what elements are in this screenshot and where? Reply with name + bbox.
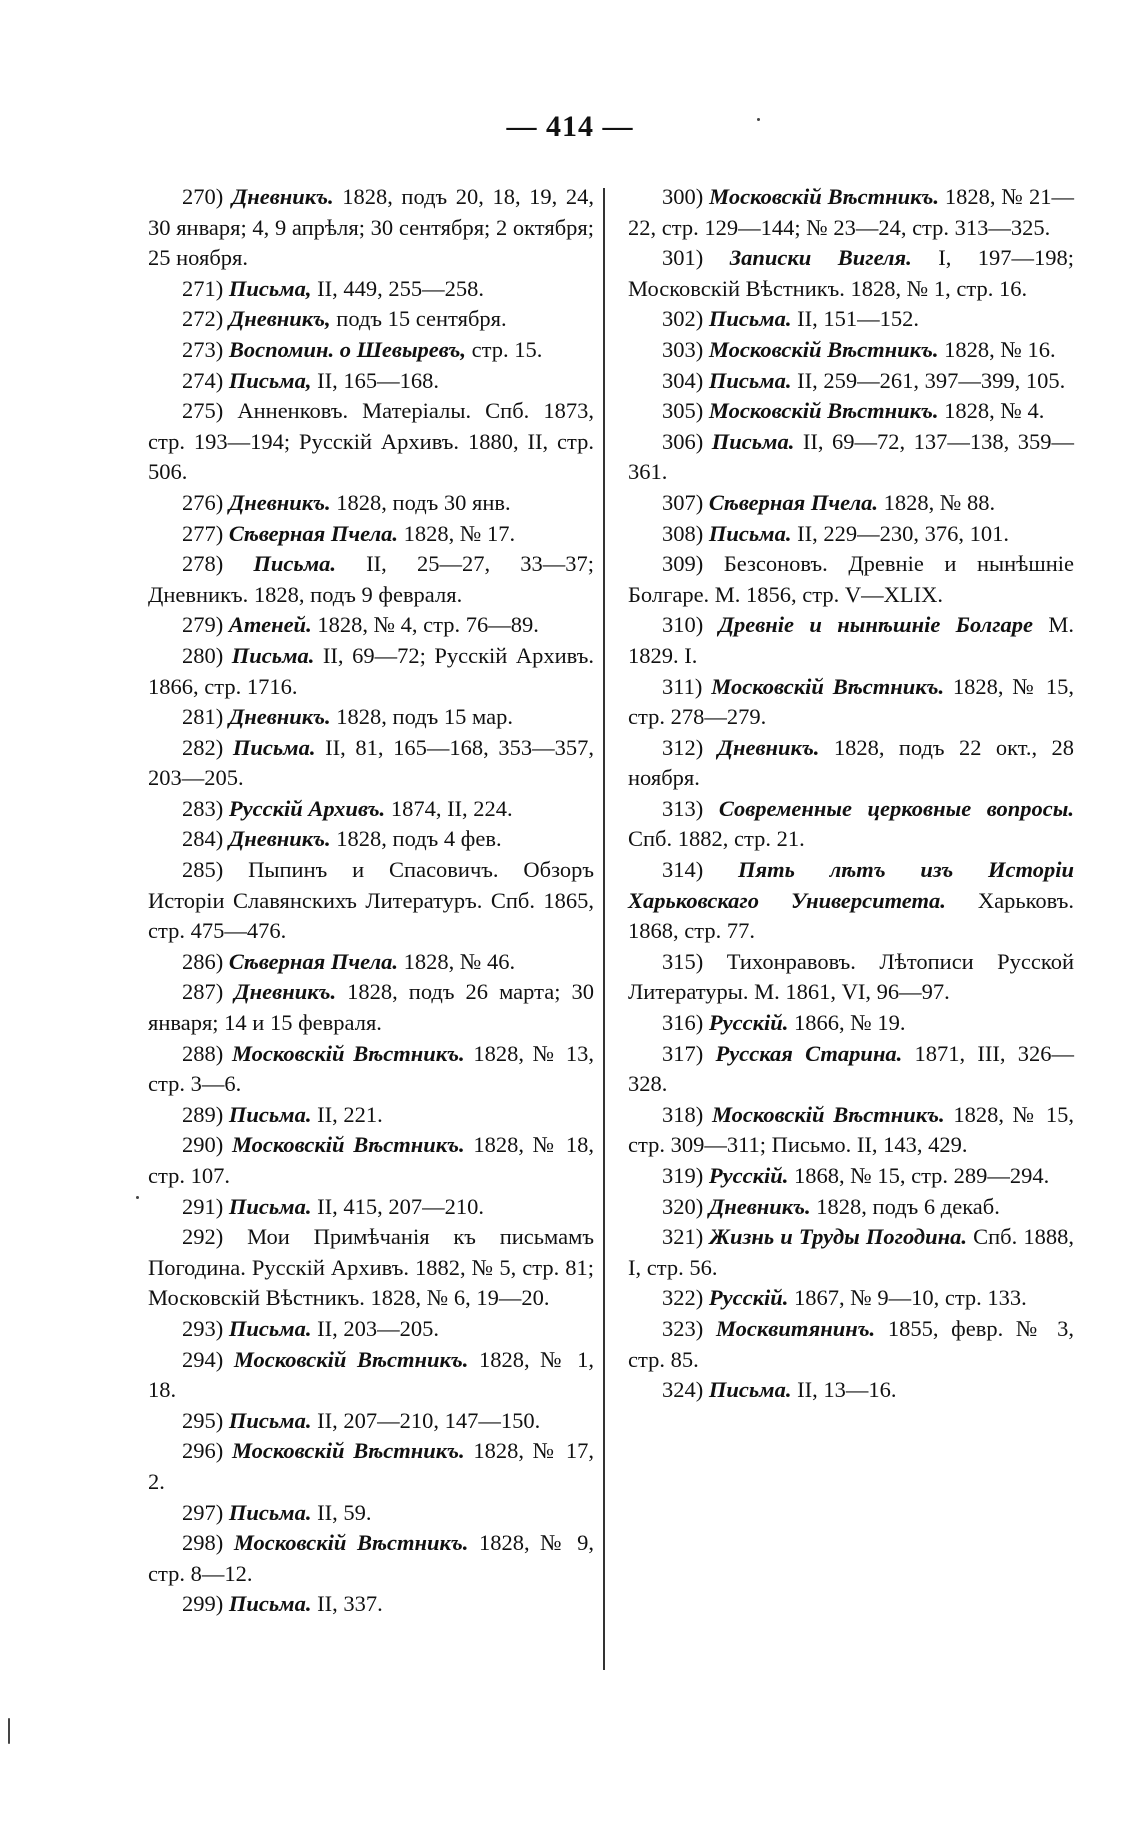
footnote-reference: II, 207—210, 147—150. bbox=[311, 1407, 541, 1433]
footnote-entry bbox=[148, 1100, 594, 1131]
notes-column-right bbox=[628, 182, 1074, 1406]
footnote-number: 308) bbox=[662, 520, 704, 546]
footnote-reference: 1867, № 9—10, стр. 133. bbox=[788, 1285, 1027, 1311]
footnote-reference: 1828, подъ 6 декаб. bbox=[810, 1193, 1000, 1219]
footnote-entry bbox=[148, 396, 594, 488]
footnote-source-title: Письма. bbox=[711, 428, 795, 454]
footnote-source-title: Дневникъ. bbox=[717, 734, 820, 760]
footnote-reference: Спб. 1888, I, стр. 56. bbox=[628, 1224, 1075, 1280]
footnote-source-title: Письма, bbox=[228, 367, 312, 393]
footnote-entry bbox=[628, 182, 1074, 243]
footnote-number: 322) bbox=[662, 1285, 704, 1311]
footnote-number: 295) bbox=[182, 1407, 224, 1433]
footnote-entry bbox=[148, 274, 594, 305]
footnote-reference: 1828, № 15, стр. 309—311; Письмо. II, 143, 429. bbox=[628, 1101, 1074, 1158]
footnote-reference: II, 165—168. bbox=[311, 367, 439, 393]
footnote-entry bbox=[628, 1314, 1074, 1375]
footnote-reference: 1871, III, 326—328. bbox=[628, 1040, 1074, 1097]
footnote-number: 299) bbox=[182, 1591, 224, 1617]
footnote-reference: Харьковъ. 1868, стр. 77. bbox=[628, 887, 1074, 944]
footnote-entry bbox=[628, 672, 1074, 733]
footnote-entry bbox=[148, 1192, 594, 1223]
footnote-entry bbox=[148, 977, 594, 1038]
footnote-source-title: Московскій Вѣстникъ. bbox=[231, 1132, 465, 1158]
footnote-source-title: Московскій Вѣстникъ. bbox=[711, 673, 945, 699]
footnote-source-title: Русскій. bbox=[708, 1010, 789, 1036]
footnote-number: 312) bbox=[662, 734, 704, 760]
footnote-reference: II, 13—16. bbox=[791, 1377, 897, 1403]
footnote-number: 313) bbox=[662, 795, 704, 821]
footnote-reference: 1828, подъ 22 окт., 28 ноября. bbox=[628, 734, 1074, 791]
footnote-number: 283) bbox=[182, 795, 224, 821]
footnote-entry bbox=[628, 1375, 1074, 1406]
footnote-reference: II, 69—72, 137—138, 359—361. bbox=[628, 428, 1074, 485]
footnote-source-title: Московскій Вѣстникъ. bbox=[233, 1346, 469, 1372]
footnote-source-title: Письма. bbox=[708, 306, 792, 332]
footnote-number: 271) bbox=[182, 275, 224, 301]
footnote-reference: подъ 15 сентября. bbox=[330, 306, 507, 332]
footnote-reference: 1868, № 15, стр. 289—294. bbox=[788, 1163, 1050, 1188]
footnote-number: 290) bbox=[182, 1132, 224, 1158]
footnote-reference: М. 1829. I. bbox=[628, 612, 1074, 668]
footnote-entry bbox=[148, 366, 594, 397]
footnote-reference: Безсоновъ. Древніе и нынѣшніе Болгаре. М. 1856, стр. V—XLIX. bbox=[628, 551, 1075, 607]
footnote-entry bbox=[628, 335, 1074, 366]
footnote-entry bbox=[148, 641, 594, 702]
footnote-reference: II, 221. bbox=[311, 1101, 383, 1127]
footnote-number: 305) bbox=[662, 398, 704, 424]
footnote-number: 278) bbox=[182, 551, 224, 577]
footnote-entry bbox=[148, 488, 594, 519]
footnote-number: 302) bbox=[662, 306, 704, 332]
footnote-number: 315) bbox=[662, 948, 704, 974]
scan-speck bbox=[8, 1718, 10, 1744]
footnote-source-title: Русскій. bbox=[708, 1285, 789, 1311]
footnote-number: 317) bbox=[662, 1040, 704, 1066]
footnote-entry bbox=[628, 855, 1074, 947]
footnote-number: 289) bbox=[182, 1101, 224, 1127]
footnote-reference: 1874, II, 224. bbox=[385, 795, 513, 821]
footnote-source-title: Воспомин. о Шевыревъ, bbox=[228, 336, 467, 362]
footnote-reference: Спб. 1882, стр. 21. bbox=[628, 826, 805, 852]
footnote-entry bbox=[148, 947, 594, 978]
footnote-reference: 1828, № 4. bbox=[938, 398, 1045, 424]
footnote-entry bbox=[148, 1436, 594, 1497]
footnote-entry bbox=[148, 1498, 594, 1529]
footnote-number: 303) bbox=[662, 336, 704, 362]
footnote-reference: стр. 15. bbox=[466, 336, 543, 362]
footnote-reference: 1828, № 18, стр. 107. bbox=[148, 1132, 594, 1188]
footnote-source-title: Московскій Вѣстникъ. bbox=[233, 1530, 469, 1556]
footnote-entry bbox=[628, 947, 1074, 1008]
footnote-entry bbox=[628, 488, 1074, 519]
footnote-source-title: Письма. bbox=[232, 734, 316, 760]
footnote-source-title: Дневникъ. bbox=[708, 1193, 811, 1219]
footnote-number: 320) bbox=[662, 1193, 704, 1219]
footnote-entry bbox=[628, 1161, 1074, 1192]
footnote-number: 272) bbox=[182, 306, 224, 332]
footnote-source-title: Пять лѣтъ изъ Исторіи Харьковскаго Университета. bbox=[628, 857, 1075, 913]
footnote-source-title: Москвитянинъ. bbox=[715, 1315, 876, 1341]
footnote-reference: 1828, подъ 26 марта; 30 января; 14 и 15 февраля. bbox=[148, 979, 594, 1036]
footnote-entry bbox=[148, 1039, 594, 1100]
footnote-reference: Тихонравовъ. Лѣтописи Русской Литературы. М. 1861, VI, 96—97. bbox=[628, 948, 1074, 1005]
notes-column-left bbox=[148, 182, 594, 1620]
footnote-reference: I, 197—198; Московскій Вѣстникъ. 1828, № 1, стр. 16. bbox=[628, 245, 1074, 301]
footnote-reference: II, 59. bbox=[311, 1499, 372, 1525]
footnote-number: 309) bbox=[662, 551, 704, 577]
footnote-entry bbox=[628, 519, 1074, 550]
footnote-reference: II, 151—152. bbox=[791, 306, 919, 332]
footnote-reference: 1828, № 88. bbox=[878, 489, 996, 515]
footnote-source-title: Русскій. bbox=[708, 1163, 789, 1188]
footnote-entry bbox=[628, 1100, 1074, 1161]
footnote-reference: Мои Примѣчанія къ письмамъ Погодина. Русскій Архивъ. 1882, № 5, стр. 81; Московскій Вѣстникъ. 1828, № 6, 19—20. bbox=[148, 1224, 595, 1311]
footnote-source-title: Письма. bbox=[231, 642, 315, 668]
footnote-reference: 1866, № 19. bbox=[788, 1010, 906, 1036]
footnote-entry bbox=[628, 610, 1074, 671]
footnote-source-title: Московскій Вѣстникъ. bbox=[231, 1438, 465, 1464]
footnote-source-title: Письма. bbox=[708, 367, 792, 393]
footnote-source-title: Московскій Вѣстникъ. bbox=[711, 1101, 945, 1127]
footnote-entry bbox=[148, 182, 594, 274]
footnote-number: 310) bbox=[662, 612, 704, 638]
footnote-source-title: Письма, bbox=[228, 275, 312, 301]
footnote-source-title: Письма. bbox=[708, 520, 792, 546]
footnote-reference: 1828, № 15, стр. 278—279. bbox=[628, 673, 1075, 730]
footnote-number: 287) bbox=[182, 979, 224, 1005]
footnote-number: 270) bbox=[182, 184, 224, 209]
scan-speck bbox=[757, 118, 760, 121]
footnote-reference: 1828, № 21—22, стр. 129—144; № 23—24, стр. 313—325. bbox=[628, 184, 1074, 240]
footnote-number: 319) bbox=[662, 1163, 704, 1188]
footnote-source-title: Сѣверная Пчела. bbox=[708, 489, 879, 515]
footnote-entry bbox=[628, 1039, 1074, 1100]
footnote-entry bbox=[628, 243, 1074, 304]
footnote-number: 286) bbox=[182, 948, 224, 974]
footnote-number: 285) bbox=[182, 857, 224, 883]
footnote-entry bbox=[148, 304, 594, 335]
footnote-entry bbox=[628, 549, 1074, 610]
footnote-reference: 1828, подъ 30 янв. bbox=[330, 489, 511, 515]
footnote-source-title: Жизнь и Труды Погодина. bbox=[709, 1224, 967, 1250]
page-number: — 414 — bbox=[506, 110, 634, 143]
footnote-source-title: Московскій Вѣстникъ. bbox=[231, 1040, 465, 1066]
footnote-source-title: Атеней. bbox=[228, 612, 312, 638]
footnote-entry bbox=[148, 794, 594, 825]
footnote-entry bbox=[148, 824, 594, 855]
footnote-source-title: Письма. bbox=[708, 1377, 792, 1403]
footnote-number: 301) bbox=[662, 245, 704, 271]
footnote-source-title: Дневникъ, bbox=[228, 306, 331, 332]
footnote-source-title: Дневникъ. bbox=[234, 979, 337, 1005]
footnote-reference: Пыпинъ и Спасовичъ. Обзоръ Исторіи Славянскихъ Литературъ. Спб. 1865, стр. 475—476. bbox=[148, 857, 595, 944]
footnote-entry bbox=[628, 427, 1074, 488]
footnote-number: 274) bbox=[182, 367, 224, 393]
footnote-entry bbox=[148, 1528, 594, 1589]
footnote-entry bbox=[148, 610, 594, 641]
footnote-entry bbox=[148, 733, 594, 794]
footnote-number: 291) bbox=[182, 1193, 224, 1219]
footnote-number: 314) bbox=[662, 857, 704, 883]
footnote-source-title: Письма. bbox=[228, 1407, 312, 1433]
footnote-entry bbox=[148, 1406, 594, 1437]
footnote-reference: 1828, № 9, стр. 8—12. bbox=[148, 1530, 594, 1586]
footnote-number: 277) bbox=[182, 520, 224, 546]
footnote-source-title: Записки Вигеля. bbox=[729, 245, 912, 271]
footnote-source-title: Дневникъ. bbox=[228, 826, 331, 852]
footnote-entry bbox=[628, 1222, 1074, 1283]
footnote-reference: 1855, февр. № 3, стр. 85. bbox=[628, 1315, 1074, 1372]
footnote-source-title: Дневникъ. bbox=[231, 184, 334, 209]
footnote-entry bbox=[628, 304, 1074, 335]
footnote-reference: Анненковъ. Матеріалы. Спб. 1873, стр. 193—194; Русскій Архивъ. 1880, II, стр. 506. bbox=[148, 398, 595, 485]
footnote-number: 318) bbox=[662, 1101, 704, 1127]
footnote-source-title: Московскій Вѣстникъ. bbox=[708, 398, 939, 424]
footnote-entry bbox=[148, 1345, 594, 1406]
footnote-reference: II, 259—261, 397—399, 105. bbox=[791, 367, 1066, 393]
footnote-number: 280) bbox=[182, 642, 224, 668]
footnote-entry bbox=[148, 855, 594, 947]
footnote-reference: 1828, № 17. bbox=[398, 520, 516, 546]
footnote-reference: 1828, № 1, 18. bbox=[148, 1346, 594, 1403]
footnote-reference: 1828, № 4, стр. 76—89. bbox=[311, 612, 539, 638]
footnote-number: 296) bbox=[182, 1438, 224, 1464]
footnote-reference: 1828, подъ 4 фев. bbox=[330, 826, 502, 852]
footnote-reference: 1828, № 16. bbox=[938, 336, 1056, 362]
footnote-number: 284) bbox=[182, 826, 224, 852]
footnote-reference: II, 337. bbox=[311, 1591, 383, 1617]
footnote-entry bbox=[628, 1283, 1074, 1314]
footnote-number: 282) bbox=[182, 734, 224, 760]
footnote-number: 279) bbox=[182, 612, 224, 638]
footnote-reference: II, 415, 207—210. bbox=[311, 1193, 484, 1219]
footnote-number: 307) bbox=[662, 489, 704, 515]
footnote-source-title: Сѣверная Пчела. bbox=[228, 520, 399, 546]
footnote-number: 316) bbox=[662, 1010, 704, 1036]
footnote-number: 323) bbox=[662, 1315, 704, 1341]
footnote-number: 304) bbox=[662, 367, 704, 393]
footnote-number: 275) bbox=[182, 398, 224, 424]
footnote-number: 273) bbox=[182, 336, 224, 362]
footnote-number: 306) bbox=[662, 428, 704, 454]
footnote-reference: 1828, подъ 20, 18, 19, 24, 30 января; 4, 9 апрѣля; 30 сентября; 2 октября; 25 ноября. bbox=[148, 184, 594, 271]
footnote-source-title: Сѣверная Пчела. bbox=[228, 948, 399, 974]
footnote-source-title: Дневникъ. bbox=[228, 489, 331, 515]
footnote-number: 311) bbox=[662, 673, 703, 699]
footnote-reference: 1828, подъ 15 мар. bbox=[330, 704, 513, 730]
footnote-source-title: Древніе и нынѣшніе Болгаре bbox=[718, 612, 1033, 638]
footnote-source-title: Письма. bbox=[228, 1591, 312, 1617]
footnote-source-title: Письма. bbox=[228, 1315, 312, 1341]
footnote-number: 321) bbox=[662, 1224, 704, 1250]
footnote-entry bbox=[628, 396, 1074, 427]
footnote-source-title: Письма. bbox=[253, 551, 336, 577]
footnote-entry bbox=[148, 335, 594, 366]
footnote-entry bbox=[628, 794, 1074, 855]
footnote-reference: II, 25—27, 33—37; Дневникъ. 1828, подъ 9 февраля. bbox=[148, 551, 594, 607]
footnote-reference: II, 229—230, 376, 101. bbox=[791, 520, 1009, 546]
footnote-entry bbox=[148, 1314, 594, 1345]
footnote-entry bbox=[148, 1130, 594, 1191]
footnote-source-title: Современные церковные вопросы. bbox=[718, 795, 1074, 821]
footnote-reference: 1828, № 46. bbox=[398, 948, 516, 974]
footnote-entry bbox=[628, 1008, 1074, 1039]
footnote-source-title: Письма. bbox=[228, 1101, 312, 1127]
footnote-source-title: Русская Старина. bbox=[715, 1040, 903, 1066]
footnote-number: 300) bbox=[662, 184, 704, 209]
footnote-reference: II, 69—72; Русскій Архивъ. 1866, стр. 1716. bbox=[148, 642, 594, 699]
footnote-number: 294) bbox=[182, 1346, 224, 1372]
footnote-reference: II, 81, 165—168, 353—357, 203—205. bbox=[148, 734, 594, 791]
footnote-source-title: Московскій Вѣстникъ. bbox=[709, 184, 940, 209]
footnote-number: 292) bbox=[182, 1224, 224, 1250]
footnote-reference: II, 449, 255—258. bbox=[311, 275, 484, 301]
footnote-reference: 1828, № 13, стр. 3—6. bbox=[148, 1040, 594, 1097]
column-divider bbox=[603, 188, 605, 1670]
footnote-entry bbox=[148, 519, 594, 550]
footnote-source-title: Русскій Архивъ. bbox=[228, 795, 386, 821]
footnote-source-title: Письма. bbox=[228, 1499, 312, 1525]
footnote-entry bbox=[148, 702, 594, 733]
footnote-number: 324) bbox=[662, 1377, 704, 1403]
footnote-source-title: Письма. bbox=[228, 1193, 312, 1219]
footnote-entry bbox=[628, 366, 1074, 397]
footnote-source-title: Московскій Вѣстникъ. bbox=[708, 336, 939, 362]
footnote-entry bbox=[628, 733, 1074, 794]
footnote-number: 298) bbox=[182, 1530, 224, 1556]
footnote-reference: II, 203—205. bbox=[311, 1315, 439, 1341]
footnote-reference: 1828, № 17, 2. bbox=[148, 1438, 594, 1494]
footnote-number: 276) bbox=[182, 489, 224, 515]
scan-speck bbox=[136, 1196, 139, 1199]
footnote-entry bbox=[148, 549, 594, 610]
footnote-entry bbox=[148, 1589, 594, 1620]
footnote-number: 293) bbox=[182, 1315, 224, 1341]
footnote-entry bbox=[148, 1222, 594, 1314]
footnote-source-title: Дневникъ. bbox=[228, 704, 331, 730]
footnote-number: 288) bbox=[182, 1040, 224, 1066]
footnote-number: 297) bbox=[182, 1499, 224, 1525]
footnote-entry bbox=[628, 1192, 1074, 1223]
footnote-number: 281) bbox=[182, 704, 224, 730]
